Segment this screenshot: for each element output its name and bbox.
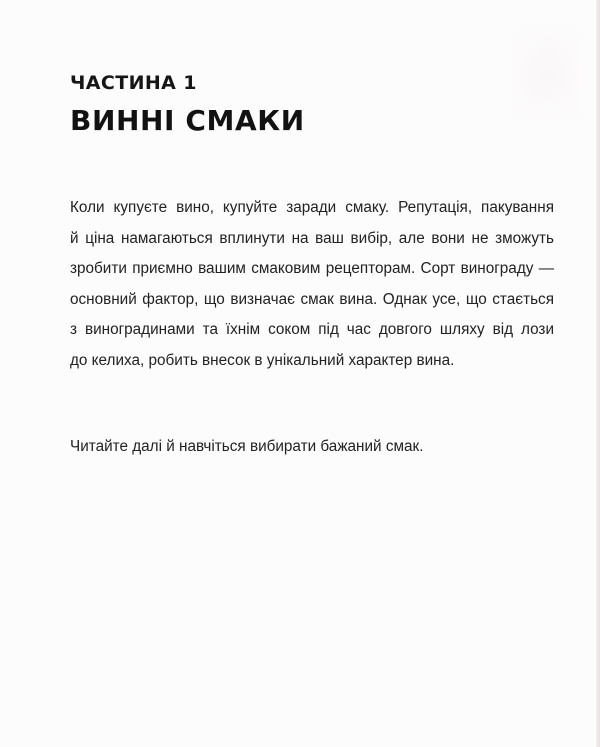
paragraph-line: з виноградинами та їхнім соком під час довгого шляху від лози <box>70 321 554 339</box>
part-label: ЧАСТИНА 1 <box>70 72 197 94</box>
paragraph-line: й ціна намагаються вплинути на ваш вибір, але вони не зможуть <box>70 229 554 247</box>
paragraph-line: основний фактор, що визначає смак вина. Однак усе, що стається <box>70 290 554 308</box>
paragraph-line: до келиха, робить внесок в унікальний характер вина. <box>70 351 455 369</box>
closing-sentence: Читайте далі й навчіться вибирати бажаний смак. <box>70 438 424 455</box>
page-bleed-through <box>512 30 582 120</box>
paragraph-line: зробити приємно вашим смаковим рецепторам. Сорт винограду — <box>70 260 554 278</box>
paragraph-line: Коли купуєте вино, купуйте заради смаку. Репутація, пакування <box>70 199 554 216</box>
part-title: ВИННІ СМАКИ <box>70 104 305 137</box>
intro-paragraph <box>70 193 554 377</box>
page-edge <box>596 0 600 747</box>
